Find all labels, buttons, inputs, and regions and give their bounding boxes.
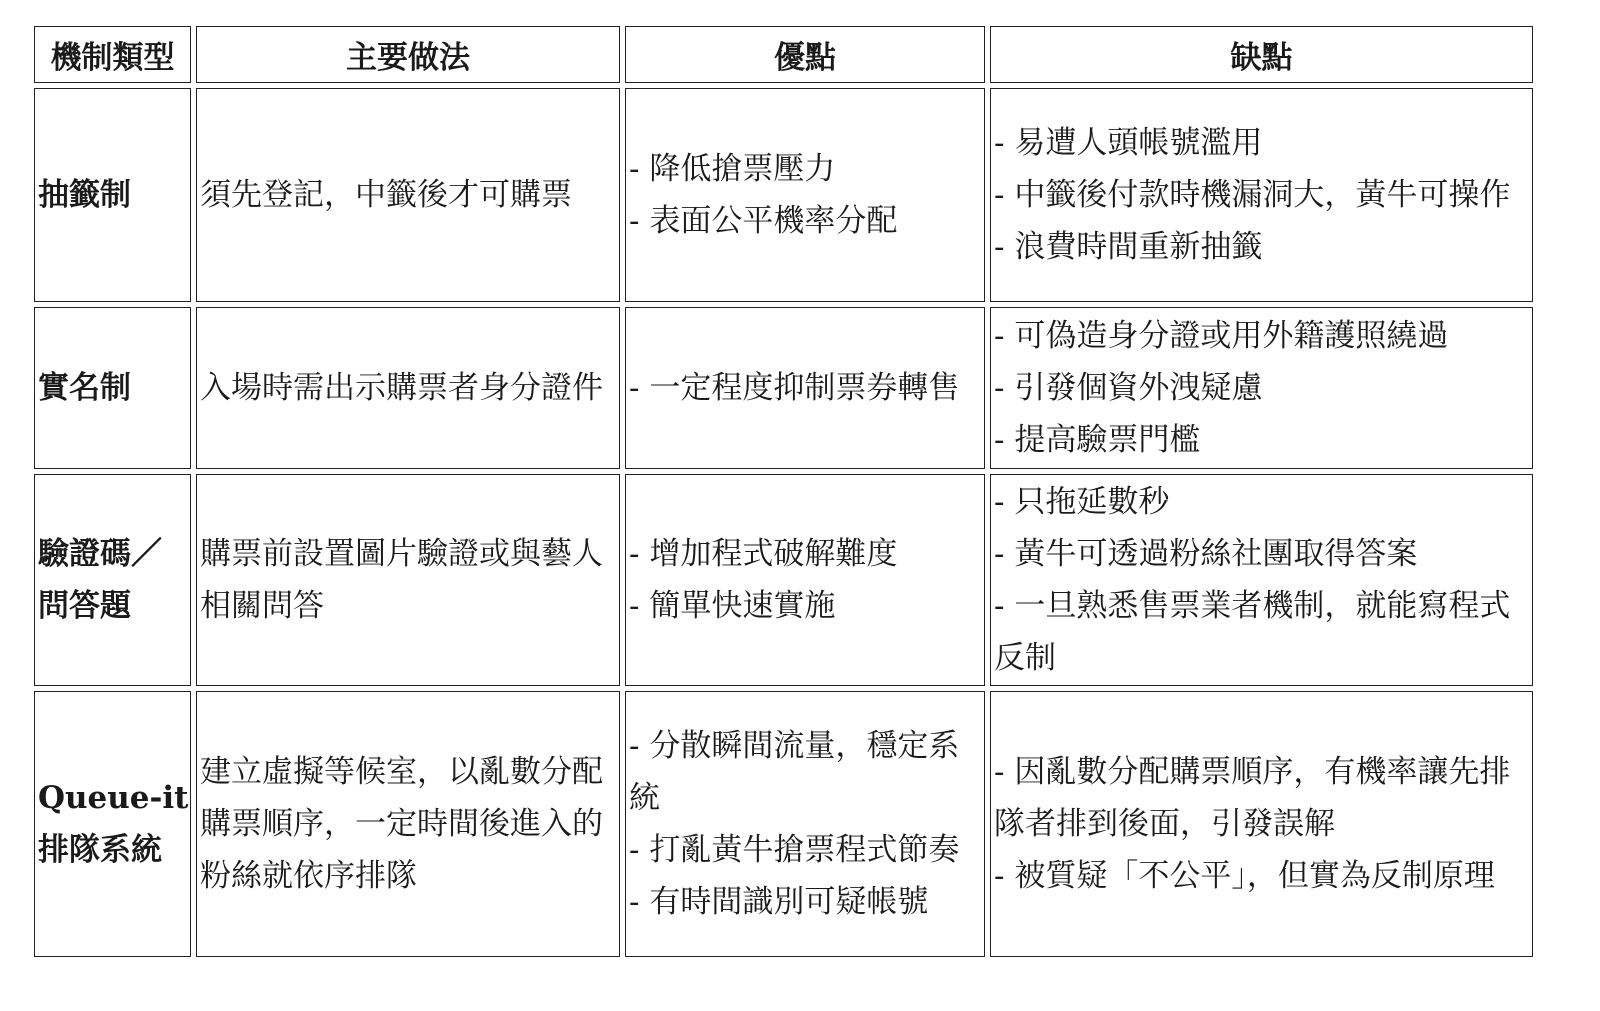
pro-item: - 打亂黃牛搶票程式節奏 [629,832,960,868]
method-cell: 購票前設置圖片驗證或與藝人相關問答 [196,474,620,686]
method-cell: 入場時需出示購票者身分證件 [196,307,620,469]
cons-cell [990,474,1533,686]
con-item: - 中籤後付款時機漏洞大，黃牛可操作 [994,177,1511,213]
pro-item: - 分散瞬間流量，穩定系統 [629,728,960,816]
header-advantages: 優點 [625,26,985,83]
pro-item: - 表面公平機率分配 [629,203,898,239]
header-mechanism-type: 機制類型 [34,26,191,83]
header-main-approach: 主要做法 [196,26,620,83]
con-item: - 易遭人頭帳號濫用 [994,125,1263,161]
cons-cell [990,691,1533,957]
table-row [34,88,1533,302]
con-item: - 提高驗票門檻 [994,422,1201,458]
method-cell: 須先登記，中籤後才可購票 [196,88,620,302]
con-item: - 只拖延數秒 [994,484,1170,520]
mechanism-type-cell: Queue-it 排隊系統 [34,691,191,957]
con-item: - 引發個資外洩疑慮 [994,370,1263,406]
pro-item: - 有時間識別可疑帳號 [629,884,929,920]
header-disadvantages: 缺點 [990,26,1533,83]
table-header-row [34,26,1533,83]
con-item: - 黃牛可透過粉絲社團取得答案 [994,536,1418,572]
mechanism-type-cell: 抽籤制 [34,88,191,302]
comparison-table-wrapper [34,26,1533,957]
con-item: - 可偽造身分證或用外籍護照繞過 [994,318,1449,354]
pros-cell [625,474,985,686]
mechanism-type-cell: 驗證碼／問答題 [34,474,191,686]
pro-item: - 增加程式破解難度 [629,536,898,572]
pro-item: - 簡單快速實施 [629,588,836,624]
con-item: - 浪費時間重新抽籤 [994,229,1263,265]
mechanism-type-cell: 實名制 [34,307,191,469]
pros-cell [625,88,985,302]
table-row [34,691,1533,957]
con-item: - 被質疑「不公平」，但實為反制原理 [994,858,1495,894]
con-item: - 一旦熟悉售票業者機制，就能寫程式反制 [994,588,1511,676]
con-item: - 因亂數分配購票順序，有機率讓先排隊者排到後面，引發誤解 [994,754,1511,842]
pro-item: - 一定程度抑制票券轉售 [629,370,960,406]
pros-cell [625,691,985,957]
table-row [34,307,1533,469]
table-row [34,474,1533,686]
cons-cell [990,307,1533,469]
pros-cell [625,307,985,469]
method-cell: 建立虛擬等候室，以亂數分配購票順序，一定時間後進入的粉絲就依序排隊 [196,691,620,957]
mechanism-comparison-table [29,21,1538,962]
cons-cell [990,88,1533,302]
pro-item: - 降低搶票壓力 [629,151,836,187]
